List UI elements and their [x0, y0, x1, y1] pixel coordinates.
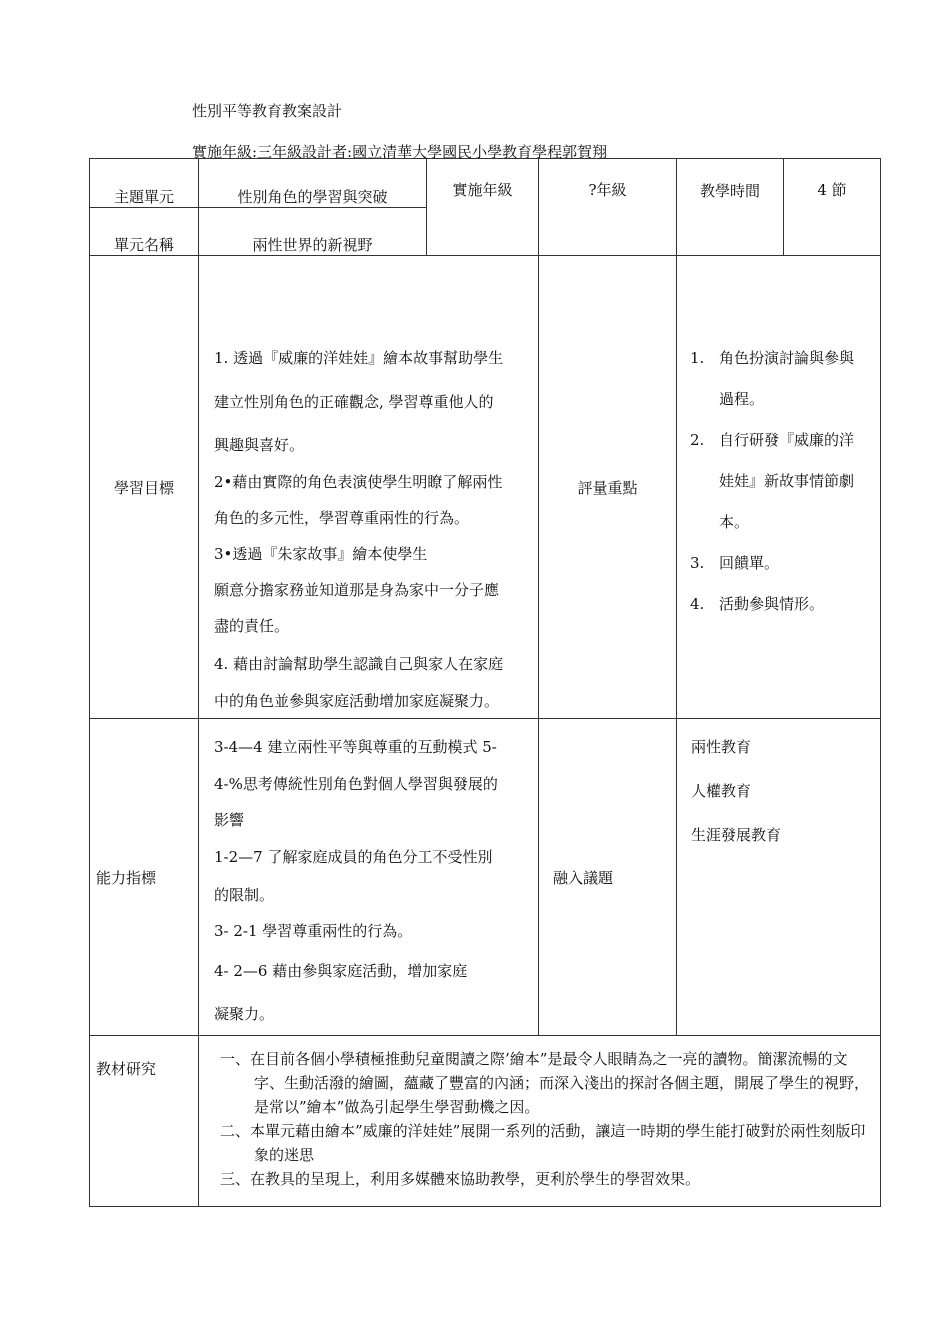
- evaluation-label-cell: [539, 256, 677, 719]
- document-subtitle: 實施年級:三年級設計者:國立清華大學國民小學教育學程郭賀翔: [192, 143, 608, 161]
- document-title: 性別平等教育教案設計: [192, 102, 343, 120]
- ability-line: 影響: [214, 811, 245, 829]
- objective-line: 建立性別角色的正確觀念, 學習尊重他人的: [214, 393, 494, 411]
- objective-line: 盡的責任。: [214, 617, 290, 635]
- objective-line: 角色的多元性，學習尊重兩性的行為。: [214, 509, 470, 527]
- evaluation-item-text: 回饋單。: [719, 554, 780, 572]
- evaluation-item-text: 活動參與情形。: [719, 595, 825, 613]
- issues-cell: [677, 719, 881, 1036]
- evaluation-item-text: 本。: [719, 513, 750, 531]
- ability-line: 4- 2—6 藉由參與家庭活動，增加家庭: [214, 962, 468, 980]
- ability-line: 3- 2-1 學習尊重兩性的行為。: [214, 922, 413, 940]
- ability-line: 4-%思考傳統性別角色對個人學習與發展的: [214, 775, 498, 793]
- material-cell: [199, 1036, 881, 1207]
- issue-item: 兩性教育: [691, 738, 752, 756]
- objective-line: 願意分擔家務並知道那是身為家中一分子應: [214, 581, 500, 599]
- abilities-cell: [199, 719, 539, 1036]
- evaluation-item-number: 4.: [690, 595, 705, 613]
- evaluation-item-number: 1.: [690, 349, 705, 367]
- grade-value: ?年級: [588, 181, 627, 199]
- time-label-cell: [677, 159, 784, 256]
- evaluation-label: 評量重點: [577, 478, 638, 497]
- evaluation-item-number: 3.: [690, 554, 705, 572]
- objectives-label-cell: [90, 256, 199, 719]
- evaluation-item: [677, 338, 880, 420]
- evaluation-item-text: 自行研發『威廉的洋: [719, 431, 855, 449]
- evaluation-item: [677, 584, 880, 625]
- time-value-cell: [784, 159, 881, 256]
- unit-label: 單元名稱: [113, 236, 174, 254]
- theme-value: 性別角色的學習與突破: [237, 188, 388, 206]
- evaluation-cell: [677, 256, 881, 719]
- issue-item: 人權教育: [691, 782, 752, 800]
- material-paragraph: 二、本單元藉由繪本”威廉的洋娃娃”展開一系列的活動，讓這一時期的學生能打破對於兩性刻版印象的迷思: [220, 1122, 866, 1164]
- evaluation-item-number: 2.: [690, 431, 705, 449]
- objective-line: 3•透過『朱家故事』繪本使學生: [214, 545, 428, 563]
- theme-label-cell: [90, 159, 199, 208]
- objective-line: 4. 藉由討論幫助學生認識自己與家人在家庭: [214, 655, 504, 673]
- time-label: 教學時間: [699, 182, 760, 200]
- grade-label: 實施年級: [452, 181, 513, 199]
- material-label-cell: [90, 1036, 199, 1207]
- material-paragraph: 三、在教具的呈現上，利用多媒體來協助教學，更利於學生的學習效果。: [220, 1170, 701, 1188]
- abilities-label-cell: [90, 719, 199, 1036]
- unit-value-cell: [199, 208, 427, 256]
- evaluation-item-text: 角色扮演討論與參與: [719, 349, 855, 367]
- grade-value-cell: [539, 159, 677, 256]
- ability-line: 凝聚力。: [214, 1005, 275, 1023]
- abilities-label: 能力指標: [96, 868, 157, 887]
- theme-label: 主題單元: [113, 188, 174, 206]
- evaluation-item-text: 過程。: [719, 390, 765, 408]
- objective-line: 興趣與喜好。: [214, 436, 305, 454]
- ability-line: 1-2—7 了解家庭成員的角色分工不受性別: [214, 848, 493, 866]
- unit-label-cell: [90, 208, 199, 256]
- material-paragraph: 一、在目前各個小學積極推動兒童閱讀之際’繪本”是最令人眼睛為之一亮的讀物。簡潔流暢的文字、生動活潑的繪圖，蘊藏了豐富的內涵；而深入淺出的探討各個主題，開展了學生的視野，是常以”繪本”做為引起學生學習動機之因。: [220, 1050, 870, 1116]
- unit-value: 兩性世界的新視野: [252, 236, 373, 254]
- ability-line: 3-4—4 建立兩性平等與尊重的互動模式 5-: [214, 738, 497, 756]
- objectives-cell: [199, 256, 539, 719]
- objective-line: 中的角色並參與家庭活動增加家庭凝聚力。: [214, 692, 500, 710]
- evaluation-item-text: 娃娃』新故事情節劇: [719, 472, 855, 490]
- time-value: 4 節: [817, 181, 847, 199]
- material-label: 教材研究: [96, 1060, 157, 1078]
- theme-value-cell: [199, 159, 427, 208]
- evaluation-item: [677, 420, 880, 543]
- ability-line: 的限制。: [214, 886, 275, 904]
- issue-item: 生涯發展教育: [691, 826, 782, 844]
- objectives-label: 學習目標: [113, 478, 174, 497]
- issues-label: 融入議題: [553, 868, 614, 887]
- issues-label-cell: [539, 719, 677, 1036]
- objective-line: 2•藉由實際的角色表演使學生明瞭了解兩性: [214, 473, 503, 491]
- grade-label-cell: [427, 159, 539, 256]
- evaluation-item: [677, 543, 880, 584]
- objective-line: 1. 透過『威廉的洋娃娃』繪本故事幫助學生: [214, 349, 504, 367]
- lesson-plan-table: [89, 158, 881, 1207]
